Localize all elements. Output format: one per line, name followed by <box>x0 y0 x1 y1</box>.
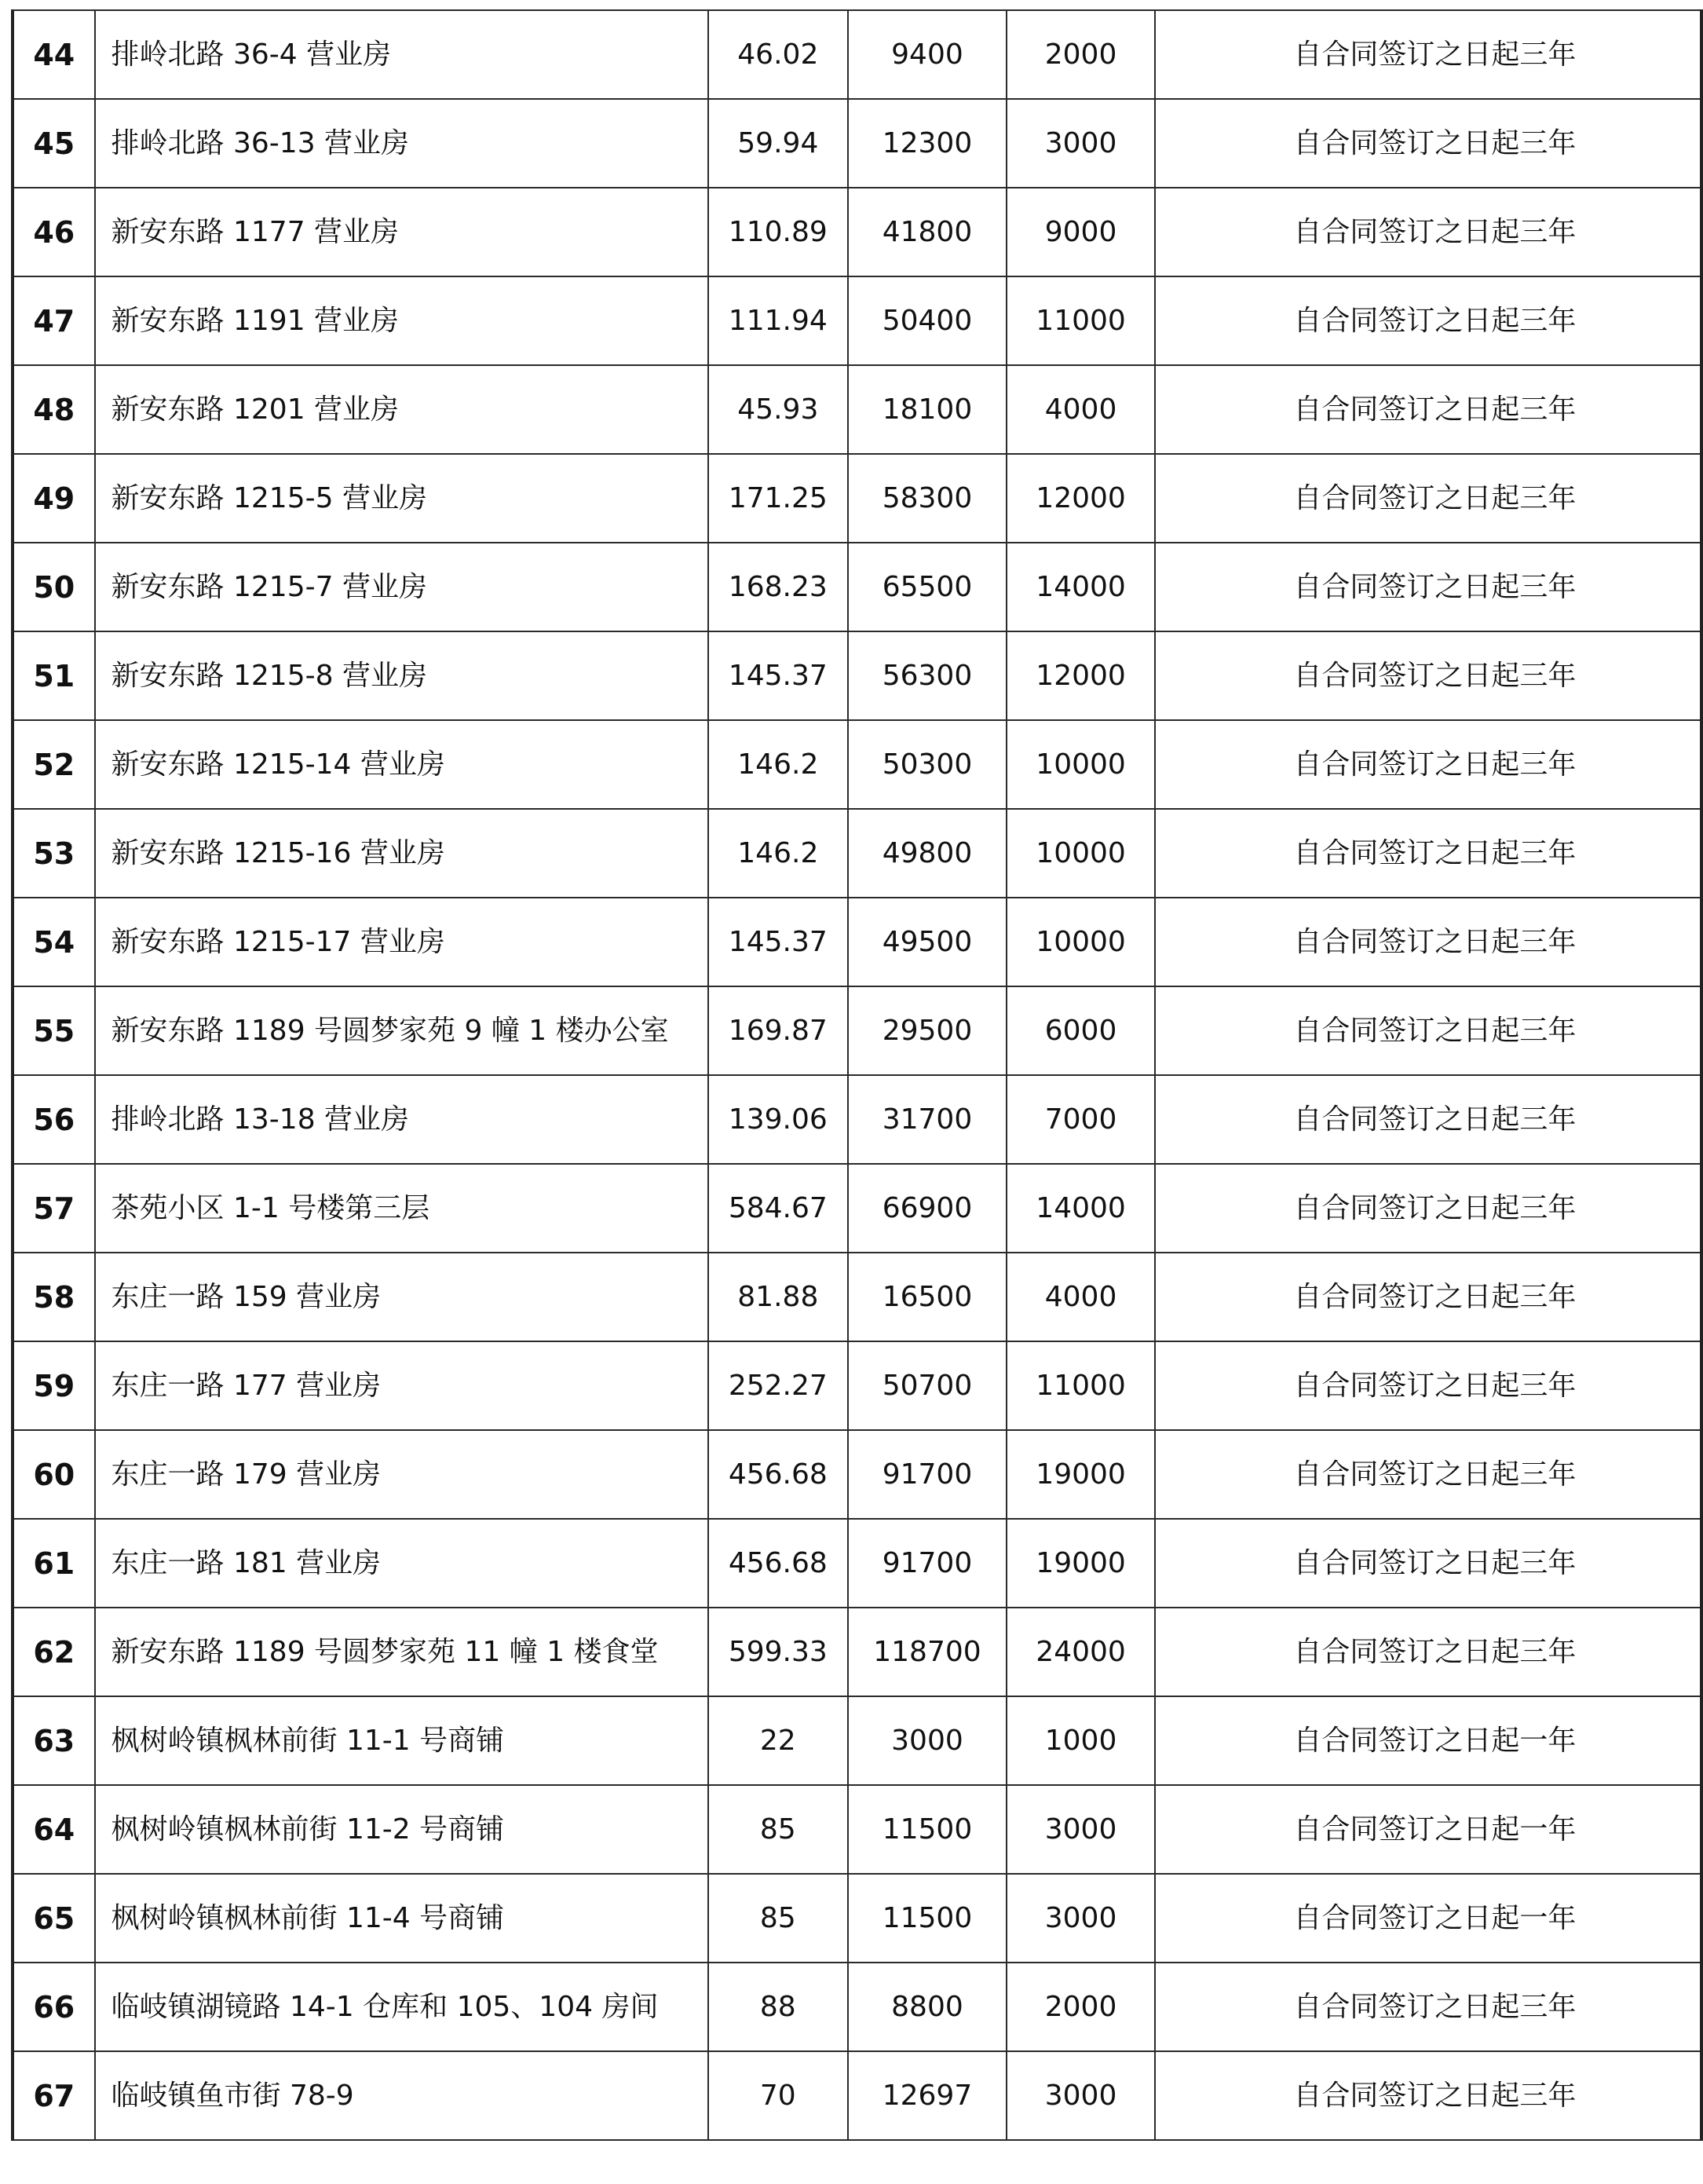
base-price-cell: 29500 <box>848 986 1007 1075</box>
table-row <box>13 631 1701 720</box>
row-number-cell: 66 <box>13 1963 95 2051</box>
area-cell: 85 <box>708 1874 848 1963</box>
base-price-cell: 91700 <box>848 1430 1007 1519</box>
area-cell: 252.27 <box>708 1341 848 1430</box>
table-row <box>13 2051 1701 2140</box>
deposit-cell: 11000 <box>1007 276 1154 365</box>
base-price-cell: 56300 <box>848 631 1007 720</box>
location-cell: 新安东路 1191 营业房 <box>95 276 709 365</box>
deposit-cell: 19000 <box>1007 1430 1154 1519</box>
table-row <box>13 543 1701 631</box>
lease-term-cell: 自合同签订之日起三年 <box>1155 10 1701 99</box>
area-cell: 456.68 <box>708 1430 848 1519</box>
deposit-cell: 10000 <box>1007 809 1154 898</box>
base-price-cell: 41800 <box>848 188 1007 276</box>
area-cell: 599.33 <box>708 1608 848 1696</box>
row-number-cell: 57 <box>13 1164 95 1253</box>
table-row <box>13 1253 1701 1341</box>
table-row <box>13 986 1701 1075</box>
table-body <box>13 10 1701 2140</box>
area-cell: 168.23 <box>708 543 848 631</box>
location-cell: 新安东路 1215-17 营业房 <box>95 898 709 986</box>
deposit-cell: 2000 <box>1007 10 1154 99</box>
area-cell: 139.06 <box>708 1075 848 1164</box>
row-number-cell: 60 <box>13 1430 95 1519</box>
area-cell: 584.67 <box>708 1164 848 1253</box>
base-price-cell: 50300 <box>848 720 1007 809</box>
deposit-cell: 24000 <box>1007 1608 1154 1696</box>
deposit-cell: 1000 <box>1007 1696 1154 1785</box>
row-number-cell: 62 <box>13 1608 95 1696</box>
row-number-cell: 44 <box>13 10 95 99</box>
lease-term-cell: 自合同签订之日起三年 <box>1155 1519 1701 1608</box>
base-price-cell: 31700 <box>848 1075 1007 1164</box>
deposit-cell: 10000 <box>1007 898 1154 986</box>
lease-term-cell: 自合同签订之日起一年 <box>1155 1874 1701 1963</box>
table-row <box>13 1164 1701 1253</box>
table-row <box>13 898 1701 986</box>
location-cell: 临岐镇鱼市街 78-9 <box>95 2051 709 2140</box>
lease-term-cell: 自合同签订之日起三年 <box>1155 809 1701 898</box>
row-number-cell: 56 <box>13 1075 95 1164</box>
area-cell: 59.94 <box>708 99 848 188</box>
lease-term-cell: 自合同签订之日起三年 <box>1155 99 1701 188</box>
location-cell: 新安东路 1215-7 营业房 <box>95 543 709 631</box>
lease-term-cell: 自合同签订之日起三年 <box>1155 365 1701 454</box>
base-price-cell: 49800 <box>848 809 1007 898</box>
base-price-cell: 58300 <box>848 454 1007 543</box>
row-number-cell: 53 <box>13 809 95 898</box>
location-cell: 新安东路 1189 号圆梦家苑 11 幢 1 楼食堂 <box>95 1608 709 1696</box>
deposit-cell: 11000 <box>1007 1341 1154 1430</box>
lease-term-cell: 自合同签订之日起三年 <box>1155 543 1701 631</box>
deposit-cell: 12000 <box>1007 454 1154 543</box>
row-number-cell: 64 <box>13 1785 95 1874</box>
area-cell: 70 <box>708 2051 848 2140</box>
location-cell: 新安东路 1215-5 营业房 <box>95 454 709 543</box>
deposit-cell: 4000 <box>1007 1253 1154 1341</box>
base-price-cell: 12300 <box>848 99 1007 188</box>
row-number-cell: 49 <box>13 454 95 543</box>
area-cell: 145.37 <box>708 898 848 986</box>
area-cell: 88 <box>708 1963 848 2051</box>
base-price-cell: 66900 <box>848 1164 1007 1253</box>
location-cell: 临岐镇湖镜路 14-1 仓库和 105、104 房间 <box>95 1963 709 2051</box>
lease-term-cell: 自合同签订之日起三年 <box>1155 276 1701 365</box>
location-cell: 新安东路 1215-14 营业房 <box>95 720 709 809</box>
location-cell: 新安东路 1189 号圆梦家苑 9 幢 1 楼办公室 <box>95 986 709 1075</box>
area-cell: 146.2 <box>708 720 848 809</box>
row-number-cell: 46 <box>13 188 95 276</box>
area-cell: 169.87 <box>708 986 848 1075</box>
lease-term-cell: 自合同签订之日起三年 <box>1155 454 1701 543</box>
lease-term-cell: 自合同签订之日起三年 <box>1155 1164 1701 1253</box>
table-row <box>13 809 1701 898</box>
base-price-cell: 16500 <box>848 1253 1007 1341</box>
lease-term-cell: 自合同签订之日起三年 <box>1155 1430 1701 1519</box>
row-number-cell: 51 <box>13 631 95 720</box>
table-row <box>13 365 1701 454</box>
table-row <box>13 99 1701 188</box>
table-row <box>13 1963 1701 2051</box>
location-cell: 排岭北路 36-13 营业房 <box>95 99 709 188</box>
deposit-cell: 2000 <box>1007 1963 1154 2051</box>
base-price-cell: 11500 <box>848 1874 1007 1963</box>
lease-term-cell: 自合同签订之日起三年 <box>1155 1963 1701 2051</box>
row-number-cell: 48 <box>13 365 95 454</box>
base-price-cell: 50700 <box>848 1341 1007 1430</box>
lease-term-cell: 自合同签订之日起一年 <box>1155 1696 1701 1785</box>
area-cell: 22 <box>708 1696 848 1785</box>
base-price-cell: 12697 <box>848 2051 1007 2140</box>
table-row <box>13 1430 1701 1519</box>
table-row <box>13 1696 1701 1785</box>
table-row <box>13 276 1701 365</box>
row-number-cell: 47 <box>13 276 95 365</box>
deposit-cell: 3000 <box>1007 1785 1154 1874</box>
area-cell: 81.88 <box>708 1253 848 1341</box>
location-cell: 东庄一路 159 营业房 <box>95 1253 709 1341</box>
table-row <box>13 1519 1701 1608</box>
table-row <box>13 1874 1701 1963</box>
table-row <box>13 454 1701 543</box>
deposit-cell: 3000 <box>1007 2051 1154 2140</box>
location-cell: 新安东路 1215-8 营业房 <box>95 631 709 720</box>
row-number-cell: 67 <box>13 2051 95 2140</box>
base-price-cell: 91700 <box>848 1519 1007 1608</box>
location-cell: 东庄一路 177 营业房 <box>95 1341 709 1430</box>
base-price-cell: 11500 <box>848 1785 1007 1874</box>
deposit-cell: 3000 <box>1007 1874 1154 1963</box>
area-cell: 111.94 <box>708 276 848 365</box>
row-number-cell: 50 <box>13 543 95 631</box>
row-number-cell: 63 <box>13 1696 95 1785</box>
deposit-cell: 9000 <box>1007 188 1154 276</box>
area-cell: 145.37 <box>708 631 848 720</box>
deposit-cell: 14000 <box>1007 1164 1154 1253</box>
row-number-cell: 45 <box>13 99 95 188</box>
deposit-cell: 3000 <box>1007 99 1154 188</box>
lease-term-cell: 自合同签订之日起三年 <box>1155 631 1701 720</box>
lease-term-cell: 自合同签订之日起三年 <box>1155 188 1701 276</box>
table-row <box>13 1075 1701 1164</box>
area-cell: 171.25 <box>708 454 848 543</box>
deposit-cell: 19000 <box>1007 1519 1154 1608</box>
deposit-cell: 10000 <box>1007 720 1154 809</box>
base-price-cell: 50400 <box>848 276 1007 365</box>
area-cell: 85 <box>708 1785 848 1874</box>
deposit-cell: 14000 <box>1007 543 1154 631</box>
base-price-cell: 3000 <box>848 1696 1007 1785</box>
table-row <box>13 1341 1701 1430</box>
base-price-cell: 8800 <box>848 1963 1007 2051</box>
location-cell: 新安东路 1177 营业房 <box>95 188 709 276</box>
lease-term-cell: 自合同签订之日起三年 <box>1155 2051 1701 2140</box>
lease-term-cell: 自合同签订之日起三年 <box>1155 1075 1701 1164</box>
location-cell: 排岭北路 13-18 营业房 <box>95 1075 709 1164</box>
area-cell: 45.93 <box>708 365 848 454</box>
location-cell: 排岭北路 36-4 营业房 <box>95 10 709 99</box>
row-number-cell: 58 <box>13 1253 95 1341</box>
location-cell: 东庄一路 179 营业房 <box>95 1430 709 1519</box>
deposit-cell: 12000 <box>1007 631 1154 720</box>
lease-term-cell: 自合同签订之日起三年 <box>1155 1253 1701 1341</box>
location-cell: 新安东路 1215-16 营业房 <box>95 809 709 898</box>
location-cell: 东庄一路 181 营业房 <box>95 1519 709 1608</box>
area-cell: 146.2 <box>708 809 848 898</box>
row-number-cell: 54 <box>13 898 95 986</box>
area-cell: 110.89 <box>708 188 848 276</box>
row-number-cell: 65 <box>13 1874 95 1963</box>
location-cell: 枫树岭镇枫林前街 11-1 号商铺 <box>95 1696 709 1785</box>
property-lease-table <box>11 9 1703 2141</box>
row-number-cell: 52 <box>13 720 95 809</box>
deposit-cell: 6000 <box>1007 986 1154 1075</box>
table-row <box>13 188 1701 276</box>
lease-term-cell: 自合同签订之日起三年 <box>1155 986 1701 1075</box>
location-cell: 枫树岭镇枫林前街 11-2 号商铺 <box>95 1785 709 1874</box>
deposit-cell: 7000 <box>1007 1075 1154 1164</box>
table-row <box>13 1608 1701 1696</box>
lease-term-cell: 自合同签订之日起三年 <box>1155 720 1701 809</box>
deposit-cell: 4000 <box>1007 365 1154 454</box>
base-price-cell: 65500 <box>848 543 1007 631</box>
row-number-cell: 59 <box>13 1341 95 1430</box>
base-price-cell: 9400 <box>848 10 1007 99</box>
table-row <box>13 10 1701 99</box>
area-cell: 46.02 <box>708 10 848 99</box>
area-cell: 456.68 <box>708 1519 848 1608</box>
location-cell: 枫树岭镇枫林前街 11-4 号商铺 <box>95 1874 709 1963</box>
lease-term-cell: 自合同签订之日起三年 <box>1155 1608 1701 1696</box>
base-price-cell: 118700 <box>848 1608 1007 1696</box>
row-number-cell: 61 <box>13 1519 95 1608</box>
lease-term-cell: 自合同签订之日起三年 <box>1155 1341 1701 1430</box>
base-price-cell: 49500 <box>848 898 1007 986</box>
row-number-cell: 55 <box>13 986 95 1075</box>
table-row <box>13 1785 1701 1874</box>
table-row <box>13 720 1701 809</box>
lease-term-cell: 自合同签订之日起三年 <box>1155 898 1701 986</box>
lease-term-cell: 自合同签订之日起一年 <box>1155 1785 1701 1874</box>
base-price-cell: 18100 <box>848 365 1007 454</box>
location-cell: 新安东路 1201 营业房 <box>95 365 709 454</box>
location-cell: 茶苑小区 1-1 号楼第三层 <box>95 1164 709 1253</box>
